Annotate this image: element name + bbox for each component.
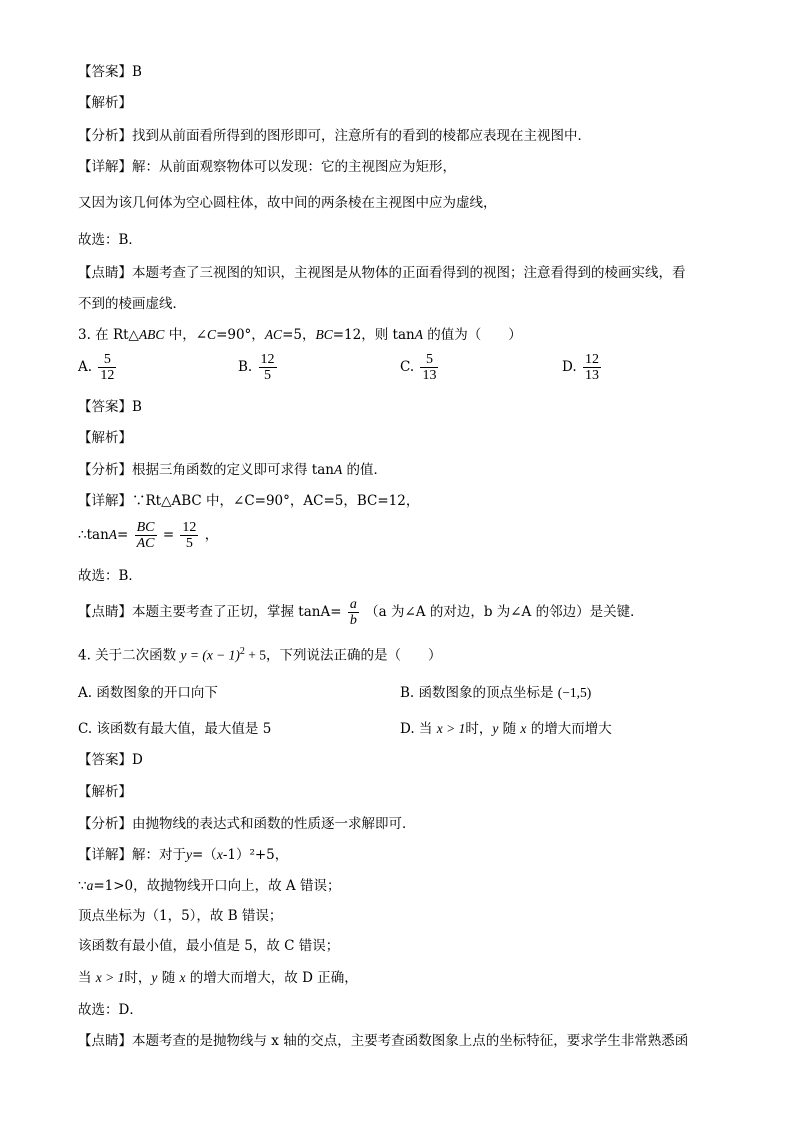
- q3-choose: 故选：B．: [78, 568, 142, 584]
- q3-option-c-fraction: $\frac{5}{13}$: [422, 352, 437, 383]
- q3-fraction-a-b: $\frac{a}{b}$: [349, 597, 357, 628]
- q4-choose: 故选：D．: [78, 1002, 143, 1018]
- q3-fenxi: 【分析】根据三角函数的定义即可求得 tanA 的值．: [78, 462, 388, 478]
- q2-dianjing-2: 不到的棱画虚线．: [78, 296, 186, 312]
- q3-answer: 【答案】B: [78, 399, 142, 415]
- q3-option-a: A. $\frac{5}{12}$: [78, 352, 115, 383]
- q4-option-a: A. 函数图象的开口向下: [78, 685, 218, 701]
- q4-analysis-tag: 【解析】: [78, 784, 132, 800]
- q3-option-a-fraction: $\frac{5}{12}$: [100, 352, 115, 383]
- q3-dianjing: 【点睛】本题主要考查了正切，掌握 tanA= $\frac{a}{b}$ （a 为∠A 的对边，b 为∠A 的邻边）是关键．: [78, 597, 644, 628]
- q3-stem: 3. 在 Rt△ABC 中，∠C=90°，AC=5，BC=12，则 tanA 的值为（ ）: [78, 327, 522, 343]
- q4-line5: 当 x > 1时，y 随 x 的增大而增大，故 D 正确，: [78, 970, 358, 986]
- q4-answer: 【答案】D: [78, 752, 143, 768]
- q3-fraction-12-5: $\frac{12}{5}$: [182, 520, 197, 551]
- q2-analysis-tag: 【解析】: [78, 95, 132, 111]
- q3-fraction-bc-ac: $\frac{BC}{AC}$: [136, 520, 155, 551]
- q3-option-b-fraction: $\frac{12}{5}$: [260, 352, 275, 383]
- q2-answer: 【答案】B: [78, 64, 142, 80]
- q3-equation: ∴tanA= $\frac{BC}{AC}$ = $\frac{12}{5}$ ，: [78, 520, 219, 551]
- q4-xiangjie: 【详解】解：对于y=（x-1）²+5，: [78, 847, 289, 863]
- q4-option-b: B. 函数图象的顶点坐标是 (−1,5): [400, 685, 592, 701]
- q2-xiangjie: 【详解】解：从前面观察物体可以发现：它的主视图应为矩形，: [78, 159, 456, 175]
- q3-option-c: C. $\frac{5}{13}$: [400, 352, 437, 383]
- q3-option-d-fraction: $\frac{12}{13}$: [584, 352, 599, 383]
- q4-stem: 4. 关于二次函数 $y = (x - 1)^2 + 5$，下列说法正确的是（ ）: [78, 646, 442, 664]
- q4-line4: 该函数有最小值，最小值是 5，故 C 错误；: [78, 938, 340, 954]
- q2-choose: 故选：B．: [78, 232, 142, 248]
- q3-option-d: D. $\frac{12}{13}$: [562, 352, 599, 383]
- q2-fenxi: 【分析】找到从前面看所得到的图形即可，注意所有的看到的棱都应表现在主视图中．: [78, 128, 591, 144]
- q3-xiangjie: 【详解】∵Rt△ABC 中，∠C=90°，AC=5，BC=12，: [78, 493, 420, 509]
- q3-analysis-tag: 【解析】: [78, 430, 132, 446]
- q4-option-d: D. 当 x > 1时，y 随 x 的增大而增大: [400, 721, 612, 737]
- q4-dianjing: 【点睛】本题考查的是抛物线与 x 轴的交点，主要考查函数图象上点的坐标特征，要求学生非常熟悉函: [78, 1033, 689, 1049]
- q3-option-b: B. $\frac{12}{5}$: [238, 352, 275, 383]
- q4-option-c: C. 该函数有最大值，最大值是 5: [78, 721, 272, 737]
- q4-fenxi: 【分析】由抛物线的表达式和函数的性质逐一求解即可．: [78, 816, 416, 832]
- q4-line2: ∵a=1>0，故抛物线开口向上，故 A 错误；: [78, 878, 341, 894]
- q4-line3: 顶点坐标为（1，5），故 B 错误；: [78, 908, 283, 924]
- q2-dianjing-1: 【点睛】本题考查了三视图的知识，主视图是从物体的正面看得到的视图；注意看得到的棱画实线，看: [78, 265, 686, 281]
- q2-xiangjie-line2: 又因为该几何体为空心圆柱体，故中间的两条棱在主视图中应为虚线，: [78, 195, 497, 211]
